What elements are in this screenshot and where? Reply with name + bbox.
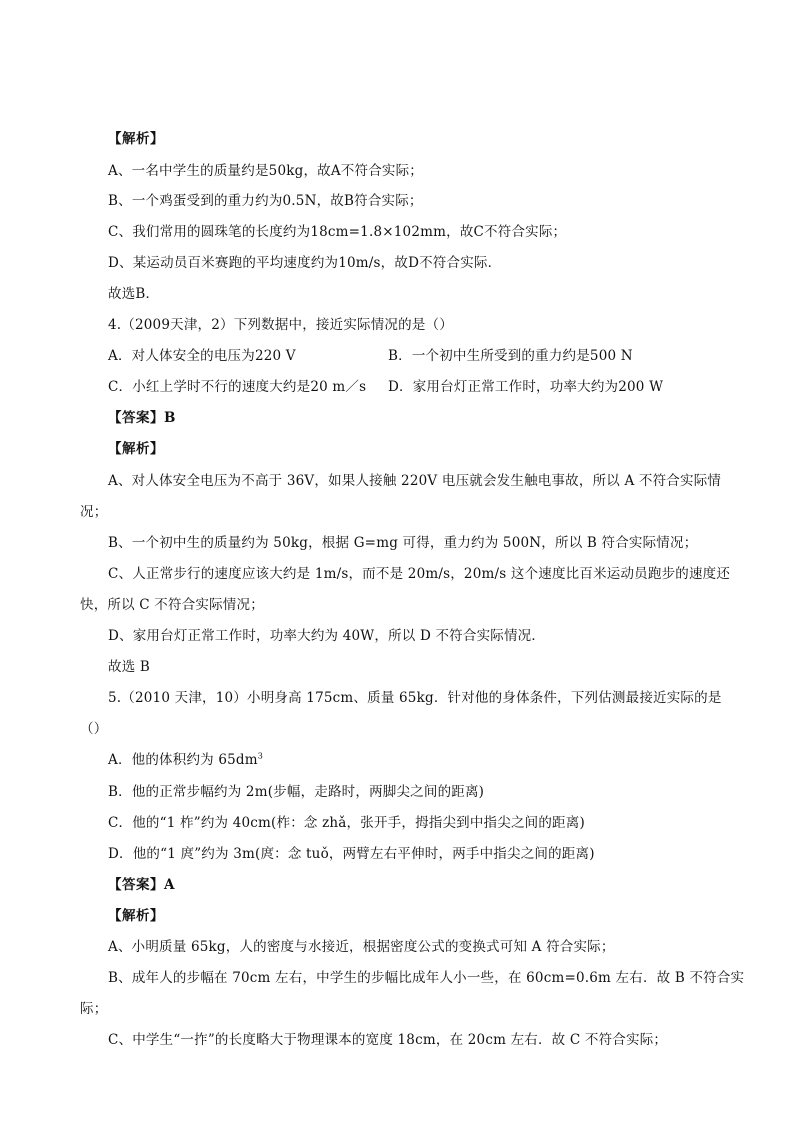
analysis-item-c: C、人正常步行的速度应该大约是 1m/s，而不是 20m/s，20m/s 这个速度比百米运动员跑步的速度还 (108, 566, 731, 582)
analysis-item-c: C、中学生“一拃”的长度略大于物理课本的宽度 18cm，在 20cm 左右．故 C 不符合实际； (108, 1032, 668, 1048)
option-d: D．家用台灯正常工作时，功率大约为200 W (388, 379, 664, 395)
option-c: C．他的“1 柞”约为 40cm(柞：念 zhǎ，张开手，拇指尖到中指尖之间的距离) (108, 815, 585, 831)
choice-line: 故选B． (108, 286, 160, 302)
option-b: B．他的正常步幅约为 2m(步幅，走路时，两脚尖之间的距离) (108, 784, 485, 800)
question-stem-cont: （） (80, 721, 108, 737)
choice-line: 故选 B (108, 659, 151, 675)
analysis-item-c-cont: 快，所以 C 不符合实际情况； (80, 597, 264, 613)
option-a: A．对人体安全的电压为220 V (108, 348, 296, 364)
question-stem: 5.（2010 天津，10）小明身高 175cm、质量 65kg．针对他的身体条件，下列估测最接近实际的是 (108, 690, 722, 706)
analysis-item-a: A、小明质量 65kg，人的密度与水接近，根据密度公式的变换式可知 A 符合实际； (108, 939, 615, 955)
option-c: C．小红上学时不行的速度大约是20 m／s (108, 379, 367, 395)
option-a-text: A．他的体积约为 65dm (108, 752, 258, 768)
analysis-item-d: D、某运动员百米赛跑的平均速度约为10m/s，故D不符合实际． (108, 255, 502, 271)
question-stem: 4.（2009天津，2）下列数据中，接近实际情况的是（） (108, 317, 453, 333)
superscript: 3 (257, 751, 264, 761)
analysis-item-a: A、一名中学生的质量约是50kg，故A不符合实际； (108, 163, 423, 179)
analysis-item-a-cont: 况； (80, 504, 108, 520)
option-a (108, 751, 263, 769)
analysis-heading: 【解析】 (108, 441, 164, 457)
analysis-item-b: B、一个初中生的质量约为 50kg，根据 G=mg 可得，重力约为 500N，所以 B 符合实际情况； (108, 535, 698, 551)
analysis-heading: 【解析】 (108, 908, 164, 924)
option-d: D．他的“1 庹”约为 3m(庹：念 tuǒ，两臂左右平伸时，两手中指尖之间的距离) (108, 846, 595, 862)
analysis-item-c: C、我们常用的圆珠笔的长度约为18cm=1.8×102mm，故C不符合实际； (108, 224, 567, 240)
analysis-item-b: B、成年人的步幅在 70cm 左右，中学生的步幅比成年人小一些，在 60cm=0.6m 左右．故 B 不符合实 (108, 970, 745, 986)
option-b: B．一个初中生所受到的重力约是500 N (388, 348, 633, 364)
analysis-item-b-cont: 际； (80, 1001, 108, 1017)
analysis-item-a: A、对人体安全电压为不高于 36V，如果人接触 220V 电压就会发生触电事故，所以 A 不符合实际情 (108, 473, 722, 489)
analysis-heading: 【解析】 (108, 131, 164, 147)
analysis-item-d: D、家用台灯正常工作时，功率大约为 40W，所以 D 不符合实际情况． (108, 628, 546, 644)
answer-line: 【答案】B (108, 410, 176, 426)
analysis-item-b: B、一个鸡蛋受到的重力约为0.5N，故B符合实际； (108, 193, 423, 209)
answer-line: 【答案】A (108, 877, 175, 893)
